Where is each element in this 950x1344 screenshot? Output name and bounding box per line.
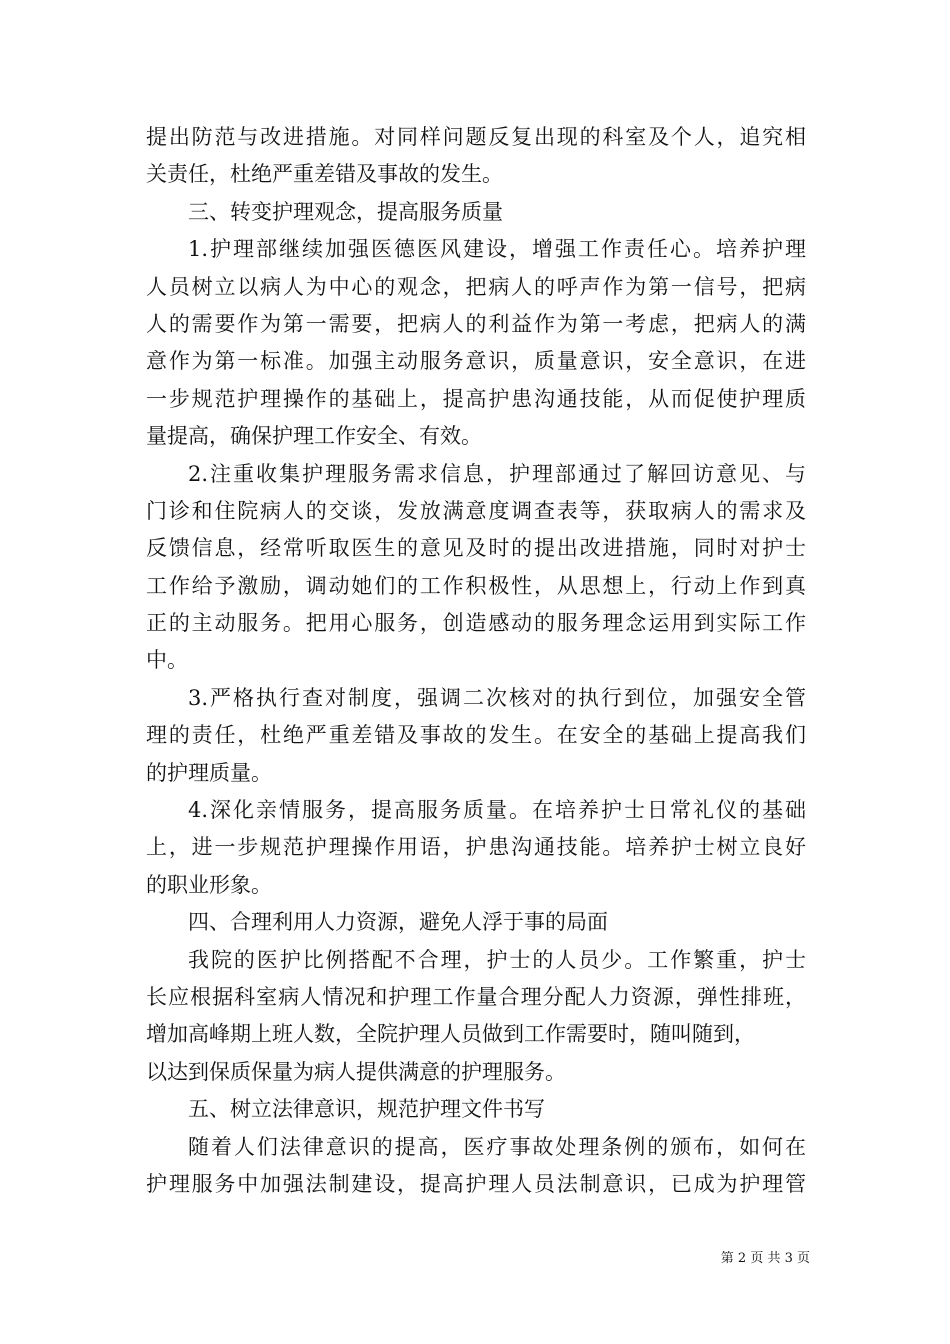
text-line: 人员树立以病人为中心的观念，把病人的呼声作为第一信号，把病 bbox=[146, 274, 806, 299]
text-line: 护理服务中加强法制建设，提高护理人员法制意识，已成为护理管 bbox=[146, 1171, 806, 1196]
text-line: 理的责任，杜绝严重差错及事故的发生。在安全的基础上提高我们 bbox=[146, 723, 806, 748]
text-line: 关责任，杜绝严重差错及事故的发生。 bbox=[146, 162, 503, 187]
document-body bbox=[146, 119, 806, 1203]
text-line: 长应根据科室病人情况和护理工作量合理分配人力资源，弹性排班， bbox=[146, 984, 806, 1009]
text-line: 3.严格执行查对制度，强调二次核对的执行到位，加强安全管 bbox=[188, 685, 806, 710]
text-line: 量提高，确保护理工作安全、有效。 bbox=[146, 424, 482, 449]
text-line: 门诊和住院病人的交谈，发放满意度调查表等，获取病人的需求及 bbox=[146, 498, 806, 523]
text-line: 正的主动服务。把用心服务，创造感动的服务理念运用到实际工作 bbox=[146, 611, 806, 636]
text-line: 随着人们法律意识的提高，医疗事故处理条例的颁布，如何在 bbox=[188, 1134, 806, 1159]
text-line: 意作为第一标准。加强主动服务意识，质量意识，安全意识，在进 bbox=[146, 349, 806, 374]
text-line: 三、转变护理观念，提高服务质量 bbox=[188, 199, 503, 224]
text-line: 以达到保质保量为病人提供满意的护理服务。 bbox=[146, 1059, 566, 1084]
text-line: 我院的医护比例搭配不合理，护士的人员少。工作繁重，护士 bbox=[188, 947, 806, 972]
text-line: 的职业形象。 bbox=[146, 872, 272, 897]
text-line: 增加高峰期上班人数，全院护理人员做到工作需要时，随叫随到， bbox=[146, 1022, 755, 1047]
page-number-footer: 第 2 页 共 3 页 bbox=[720, 1251, 810, 1266]
text-line: 工作给予激励，调动她们的工作积极性，从思想上，行动上作到真 bbox=[146, 573, 806, 598]
text-line: 一步规范护理操作的基础上，提高护患沟通技能，从而促使护理质 bbox=[146, 386, 806, 411]
text-line: 提出防范与改进措施。对同样问题反复出现的科室及个人，追究相 bbox=[146, 125, 806, 149]
text-line: 反馈信息，经常听取医生的意见及时的提出改进措施，同时对护士 bbox=[146, 536, 806, 561]
text-line: 五、树立法律意识，规范护理文件书写 bbox=[188, 1097, 545, 1122]
text-line: 1.护理部继续加强医德医风建设，增强工作责任心。培养护理 bbox=[188, 237, 806, 262]
text-line: 4.深化亲情服务，提高服务质量。在培养护士日常礼仪的基础 bbox=[188, 798, 806, 823]
text-line: 中。 bbox=[146, 648, 188, 673]
text-line: 人的需要作为第一需要，把病人的利益作为第一考虑，把病人的满 bbox=[146, 311, 806, 336]
text-line: 2.注重收集护理服务需求信息，护理部通过了解回访意见、与 bbox=[188, 461, 806, 486]
text-line: 上，进一步规范护理操作用语，护患沟通技能。培养护士树立良好 bbox=[146, 835, 806, 860]
text-line: 的护理质量。 bbox=[146, 760, 272, 785]
text-line: 四、合理利用人力资源，避免人浮于事的局面 bbox=[188, 910, 608, 935]
